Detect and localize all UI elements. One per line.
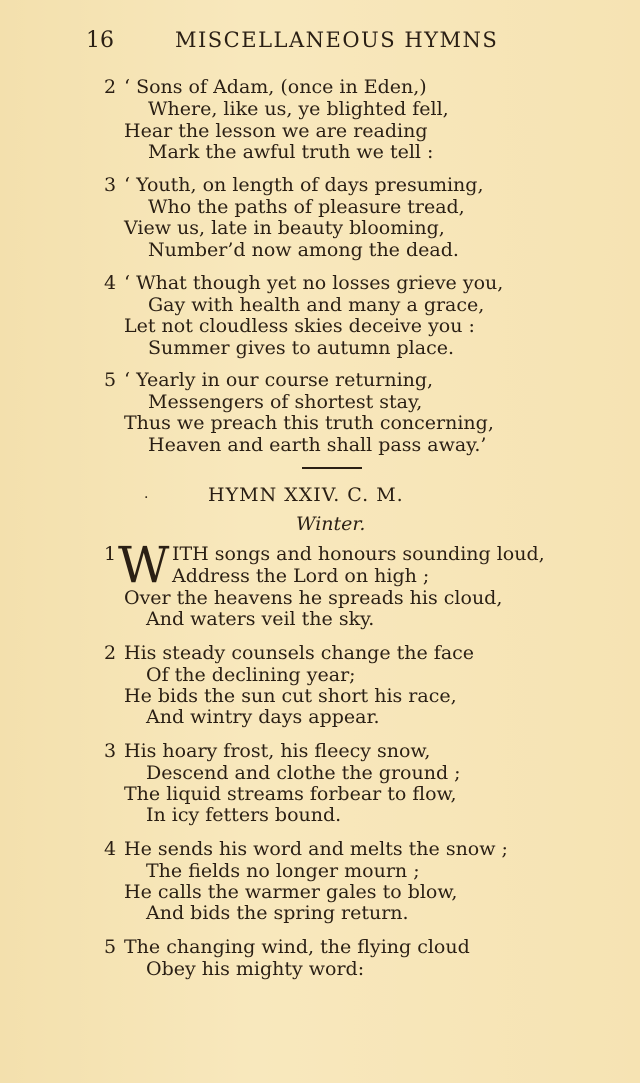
- verse-line: Number’d now among the dead.: [148, 239, 459, 261]
- drop-cap: W: [118, 536, 170, 594]
- hymn-subtitle: Winter.: [296, 513, 366, 535]
- verse-line: In icy fetters bound.: [146, 804, 342, 826]
- verse-line: And wintry days appear.: [146, 706, 380, 728]
- stanza-number: 5: [104, 936, 117, 958]
- page-number: 16: [86, 28, 114, 53]
- stray-mark: ·: [144, 490, 149, 506]
- verse-line: ITH songs and honours sounding loud,: [172, 543, 545, 565]
- verse-line: His steady counsels change the face: [124, 642, 475, 664]
- verse-line: He bids the sun cut short his race,: [124, 685, 457, 707]
- verse-line: Thus we preach this truth concerning,: [124, 412, 494, 434]
- stanza-number: 4: [104, 838, 117, 860]
- verse-line: The changing wind, the flying cloud: [124, 936, 470, 958]
- verse-line: ‘ Sons of Adam, (once in Eden,): [124, 76, 427, 98]
- verse-line: And waters veil the sky.: [146, 608, 375, 630]
- section-divider: [302, 467, 362, 469]
- verse-line: Address the Lord on high ;: [172, 565, 430, 587]
- verse-line: ‘ Youth, on length of days presuming,: [124, 174, 484, 196]
- verse-line: Heaven and earth shall pass away.’: [148, 434, 487, 456]
- verse-line: He calls the warmer gales to blow,: [124, 881, 458, 903]
- verse-line: Over the heavens he spreads his cloud,: [124, 587, 503, 609]
- verse-line: Hear the lesson we are reading: [124, 120, 428, 142]
- verse-line: Where, like us, ye blighted fell,: [148, 98, 449, 120]
- verse-line: Mark the awful truth we tell :: [148, 141, 434, 163]
- stanza-number: 1: [104, 543, 117, 565]
- verse-line: Obey his mighty word:: [146, 958, 365, 980]
- stanza-number: 2: [104, 76, 117, 98]
- verse-line: Let not cloudless skies deceive you :: [124, 315, 475, 337]
- verse-line: The fields no longer mourn ;: [146, 860, 420, 882]
- running-title: MISCELLANEOUS HYMNS: [175, 28, 499, 52]
- verse-line: Messengers of shortest stay,: [148, 391, 423, 413]
- verse-line: He sends his word and melts the snow ;: [124, 838, 508, 860]
- verse-line: Who the paths of pleasure tread,: [148, 196, 465, 218]
- page-header: [0, 24, 640, 58]
- verse-line: Gay with health and many a grace,: [148, 294, 485, 316]
- verse-line: ‘ Yearly in our course returning,: [124, 369, 434, 391]
- stanza-number: 3: [104, 740, 117, 762]
- verse-line: View us, late in beauty blooming,: [124, 217, 445, 239]
- verse-line: Summer gives to autumn place.: [148, 337, 454, 359]
- verse-line: Descend and clothe the ground ;: [146, 762, 461, 784]
- stanza-number: 5: [104, 369, 117, 391]
- stanza-number: 4: [104, 272, 117, 294]
- verse-line: His hoary frost, his fleecy snow,: [124, 740, 431, 762]
- verse-line: The liquid streams forbear to flow,: [124, 783, 457, 805]
- stanza-number: 3: [104, 174, 117, 196]
- hymn-title: HYMN XXIV. C. M.: [208, 484, 404, 506]
- stanza-number: 2: [104, 642, 117, 664]
- verse-line: And bids the spring return.: [146, 902, 409, 924]
- verse-line: Of the declining year;: [146, 664, 356, 686]
- verse-line: ‘ What though yet no losses grieve you,: [124, 272, 504, 294]
